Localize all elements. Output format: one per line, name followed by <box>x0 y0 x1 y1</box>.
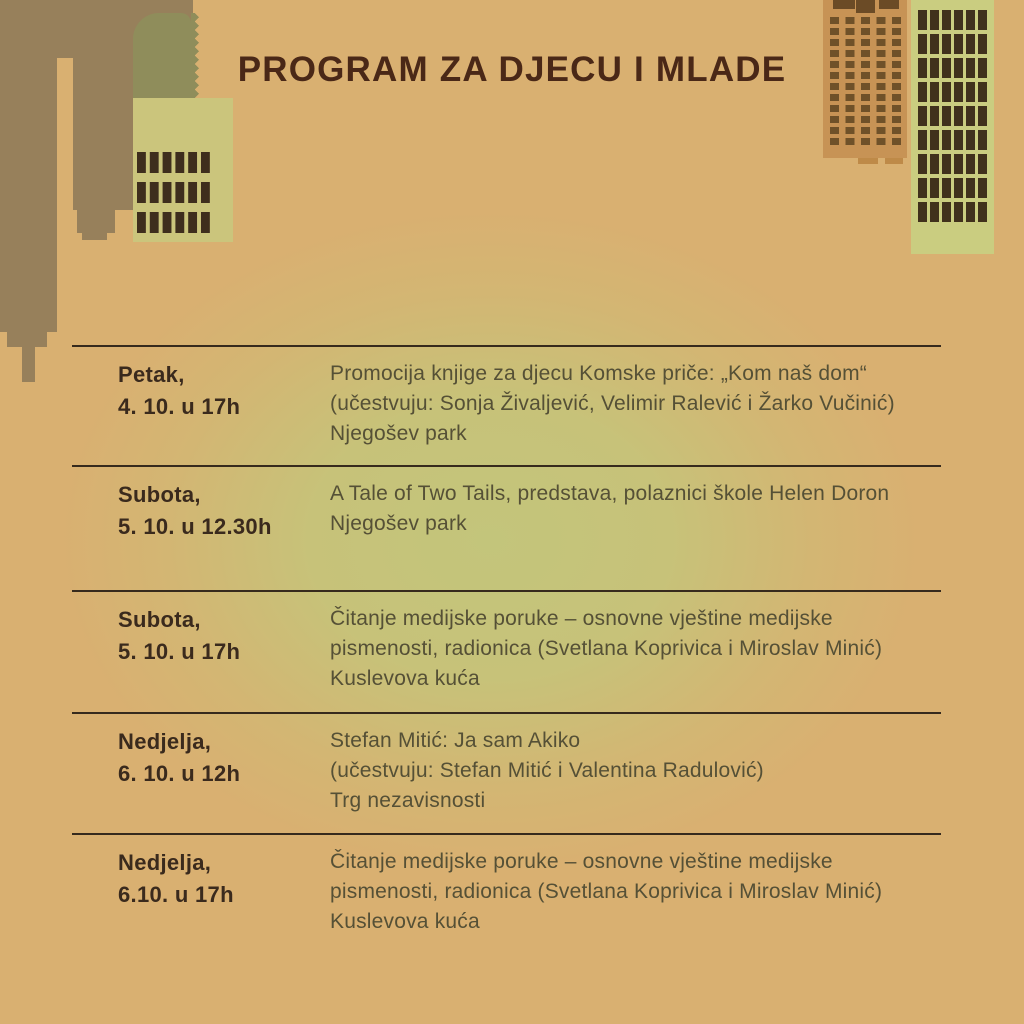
event-date <box>72 604 330 712</box>
event-day: Nedjelja, <box>118 729 212 754</box>
building-tower-foot <box>858 158 878 164</box>
building-green-tower <box>911 0 994 254</box>
building-tower-step <box>77 210 115 233</box>
event-date <box>72 359 330 465</box>
schedule-row <box>72 345 941 465</box>
event-description-line: Čitanje medijske poruke – osnovne vještine medijske <box>330 850 833 873</box>
event-time: 4. 10. u 17h <box>118 394 241 419</box>
event-description-line: Promocija knjige za djecu Komske priče: „Kom naš dom“ <box>330 362 867 385</box>
event-description <box>330 726 941 833</box>
page-title: PROGRAM ZA DJECU I MLADE <box>237 50 787 89</box>
event-day: Subota, <box>118 607 201 632</box>
schedule-list <box>72 345 941 943</box>
event-time: 6.10. u 17h <box>118 882 234 907</box>
event-description-line: pismenosti, radionica (Svetlana Koprivica i Miroslav Minić) <box>330 880 883 903</box>
event-description-line: Trg nezavisnosti <box>330 789 486 812</box>
event-description-line: Čitanje medijske poruke – osnovne vještine medijske <box>330 607 833 630</box>
event-date <box>72 726 330 833</box>
building-tower-step <box>82 233 107 240</box>
building-roof-block <box>879 0 899 9</box>
building-tower <box>73 0 133 210</box>
building-tower-foot <box>885 158 903 164</box>
event-day: Subota, <box>118 482 201 507</box>
event-description <box>330 479 941 590</box>
event-description-line: A Tale of Two Tails, predstava, polaznici škole Helen Doron <box>330 482 890 505</box>
building-facade <box>133 98 233 242</box>
event-date <box>72 847 330 943</box>
schedule-row <box>72 590 941 712</box>
building-roof-block <box>856 0 875 13</box>
schedule-row <box>72 465 941 590</box>
event-description <box>330 847 941 943</box>
event-date <box>72 479 330 590</box>
event-description-line: (učestvuju: Stefan Mitić i Valentina Radulović) <box>330 759 764 782</box>
event-day: Petak, <box>118 362 185 387</box>
schedule-row <box>72 833 941 943</box>
event-description <box>330 604 941 712</box>
building-tower-foot <box>7 332 47 347</box>
event-description-line: Njegošev park <box>330 422 467 445</box>
event-description-line: Kuslevova kuća <box>330 910 480 933</box>
event-description-line: Kuslevova kuća <box>330 667 480 690</box>
building-windows-grid <box>918 10 988 224</box>
building-tower-foot <box>22 347 35 382</box>
event-time: 6. 10. u 12h <box>118 761 241 786</box>
event-description-line: Njegošev park <box>330 512 467 535</box>
event-description <box>330 359 941 465</box>
decoration-buildings-top-right <box>790 0 1024 265</box>
event-description-line: pismenosti, radionica (Svetlana Koprivica i Miroslav Minić) <box>330 637 883 660</box>
event-day: Nedjelja, <box>118 850 212 875</box>
building-roof-block <box>833 0 855 9</box>
schedule-row <box>72 712 941 833</box>
event-description-line: Stefan Mitić: Ja sam Akiko <box>330 729 581 752</box>
event-description-line: (učestvuju: Sonja Živaljević, Velimir Ralević i Žarko Vučinić) <box>330 392 895 415</box>
event-time: 5. 10. u 17h <box>118 639 241 664</box>
building-windows-grid <box>137 152 213 236</box>
event-time: 5. 10. u 12.30h <box>118 514 272 539</box>
